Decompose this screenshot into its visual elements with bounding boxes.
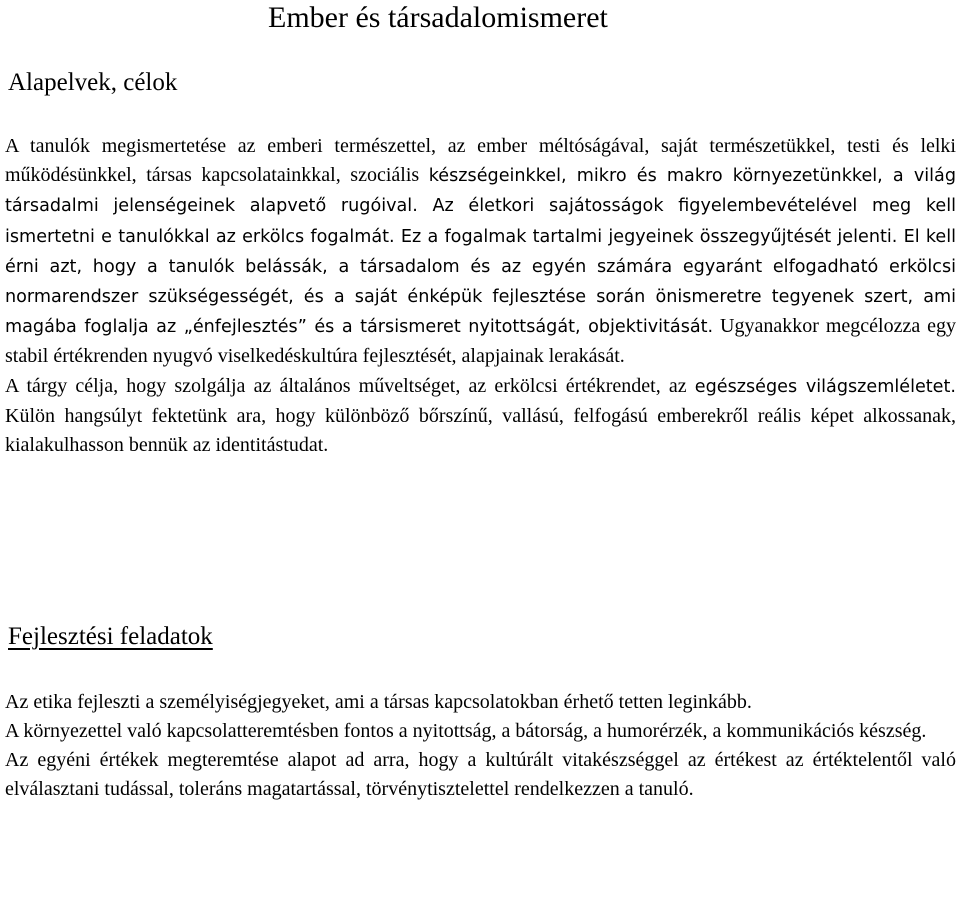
- paragraph-text-serif: A tárgy célja, hogy szolgálja az általános műveltséget, az erkölcsi értékrendet, az: [5, 374, 687, 397]
- paragraph-text-serif: Ugyanakkor megcélozza egy stabil értékrenden nyugvó viselkedéskultúra fejlesztését, alapjainak lerakását.: [5, 315, 956, 368]
- alapelvek-paragraph-2: [5, 372, 956, 461]
- alapelvek-body: [5, 132, 956, 460]
- document-title: Ember és társadalomismeret: [268, 1, 608, 34]
- paragraph-text-sans: egészséges világszemléletet.: [694, 376, 956, 397]
- fejlesztesi-paragraph-2: A környezettel való kapcsolatteremtésben fontos a nyitottság, a bátorság, a humorérzék, a kommunikációs készség.: [5, 720, 927, 742]
- fejlesztesi-paragraph-1: Az etika fejleszti a személyiségjegyeket, ami a társas kapcsolatokban érhető tetten leginkább.: [5, 691, 752, 713]
- paragraph-text-serif: Külön hangsúlyt fektetünk ara, hogy különböző bőrszínű, vallású, felfogású emberekről reális képet alkossanak, kialakulhasson bennük az identitástudat.: [5, 404, 956, 457]
- section-heading-fejlesztesi: Fejlesztési feladatok: [8, 623, 213, 650]
- section-heading-alapelvek: Alapelvek, célok: [8, 69, 178, 96]
- alapelvek-paragraph-1: [5, 132, 956, 372]
- paragraph-text-serif: A tanulók megismertetése az emberi természettel, az ember méltóságával, saját természetükkel, testi és lelki működésünkkel, társas kapcsolatainkkal, szociális: [5, 135, 956, 187]
- paragraph-text-sans: készségeinkkel, mikro és makro környezetünkkel, a világ társadalmi jelenségeinek alapvető rugóival. Az életkori sajátosságok figyelembevételével meg kell ismertetni e tanulókkal az erkölcs fogalmát. Ez a fogalmak tartalmi jegyeinek összegyűjtését jelenti. El kell érni azt, hogy a tanulók belássák, a társadalom és az egyén számára egyaránt elfogadható erkölcsi normarendszer szükségességét, és a saját énképük fejlesztése során önismeretre tegyenek szert, ami magába foglalja az „énfejlesztés” és a társismeret nyitottságát, objektivitását.: [5, 166, 957, 338]
- fejlesztesi-paragraph-3: Az egyéni értékek megteremtése alapot ad arra, hogy a kultúrált vitakészséggel az értékest az értéktelentől való elválasztani tudással, toleráns magatartással, törvénytisztelettel rendelkezzen a tanuló.: [5, 749, 956, 800]
- fejlesztesi-body: [5, 688, 956, 804]
